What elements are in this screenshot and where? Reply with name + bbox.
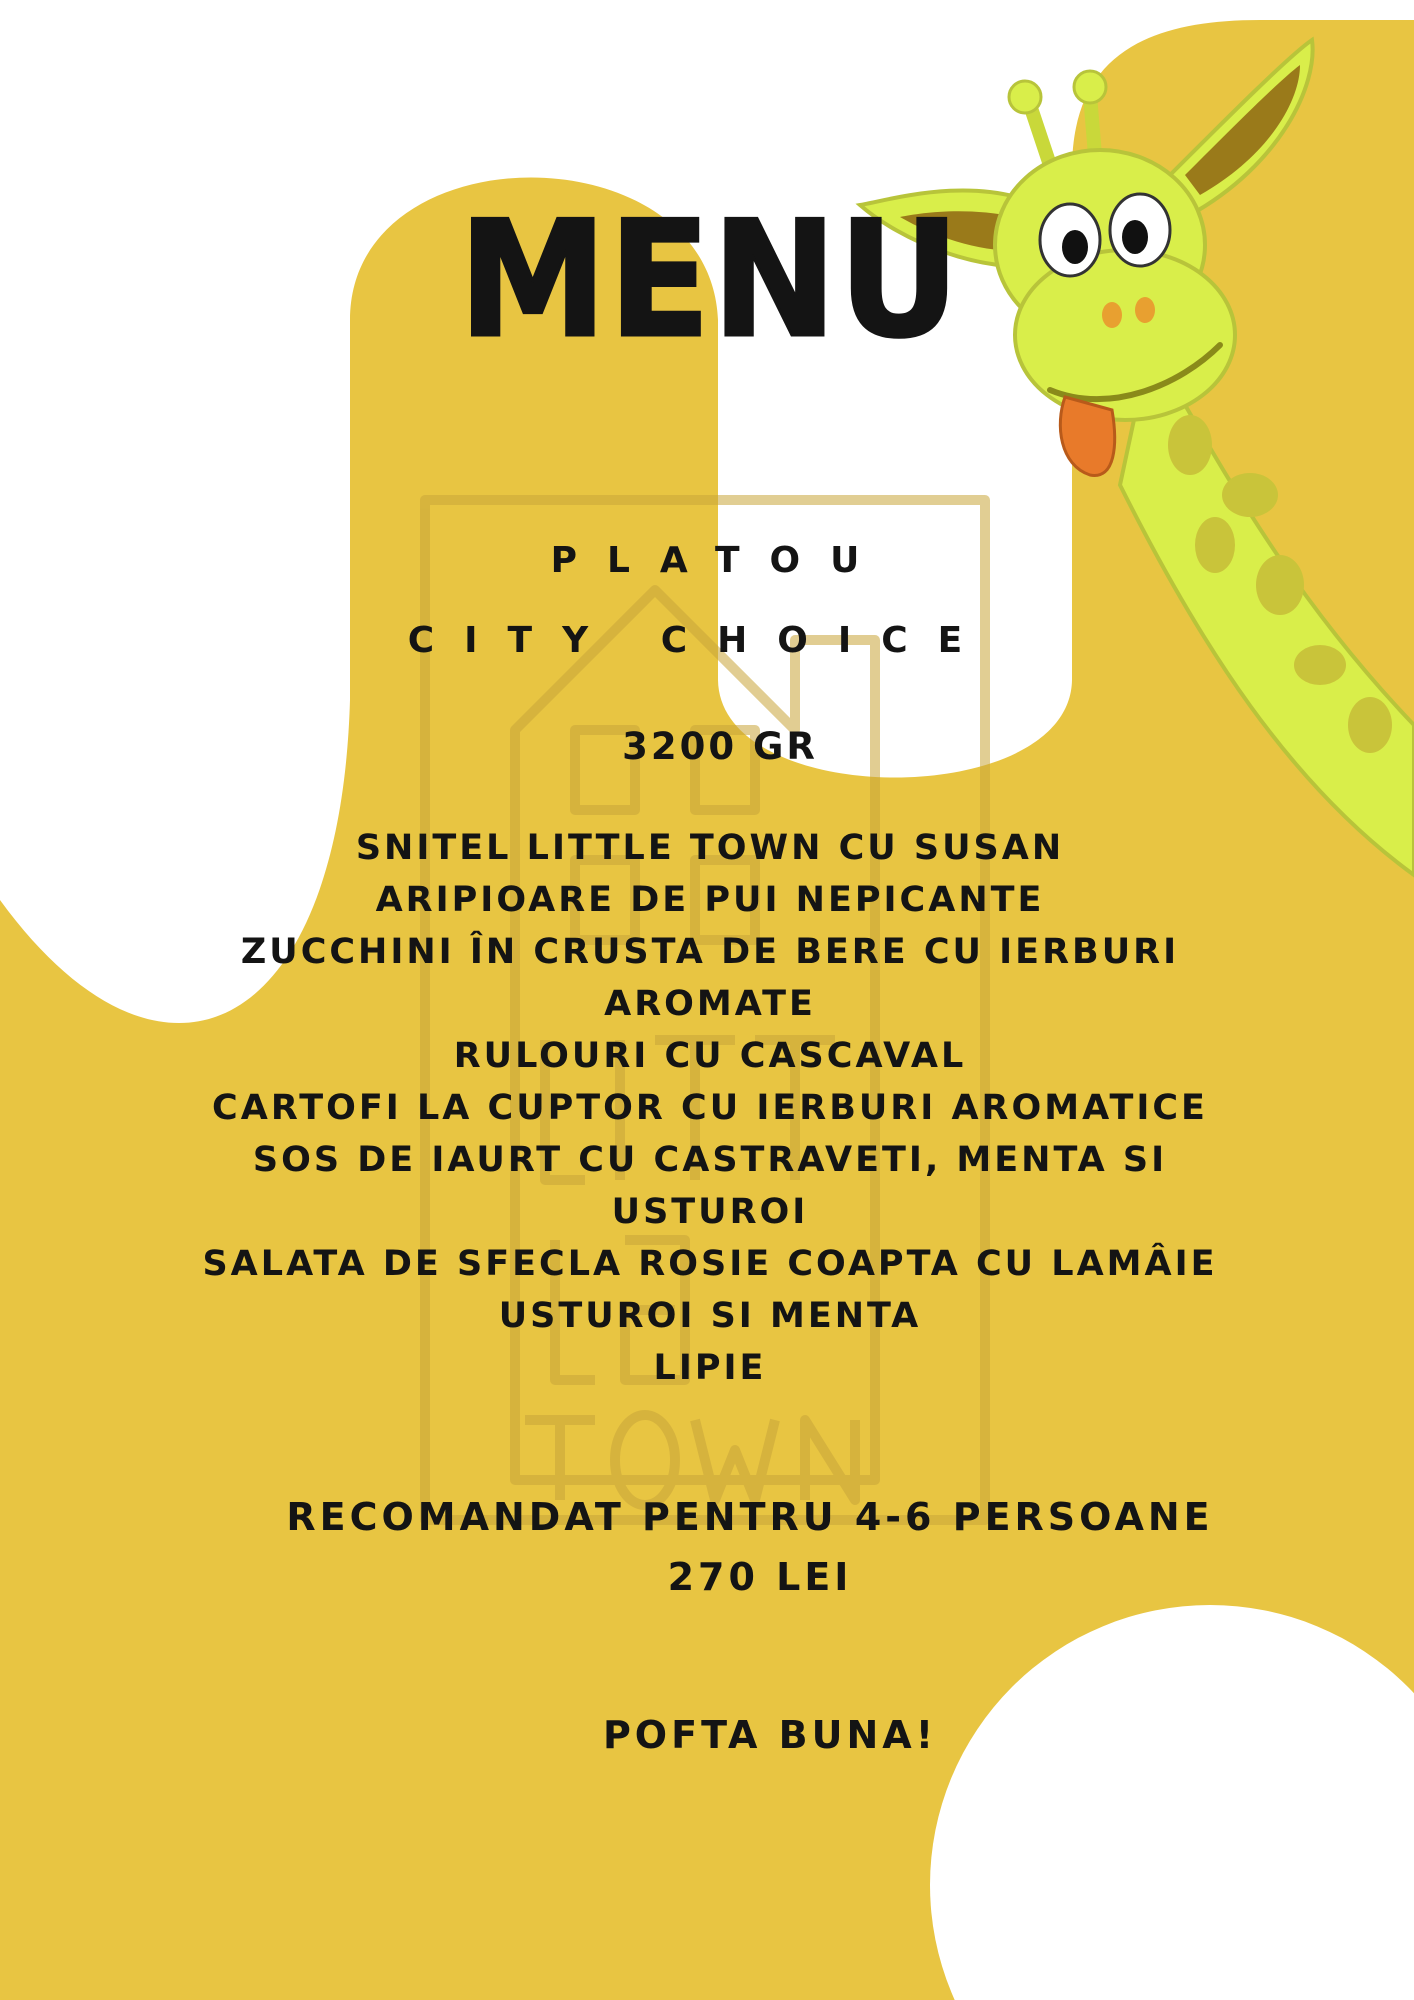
platou-name: CITY CHOICE (407, 620, 993, 661)
menu-item: USTUROI SI MENTA (498, 1296, 922, 1336)
recommendation-text: RECOMANDAT PENTRU 4-6 PERSOANE (286, 1495, 1214, 1539)
closing-text: POFTA BUNA! (602, 1713, 938, 1757)
menu-item: AROMATE (604, 984, 816, 1024)
menu-item: RULOURI CU CASCAVAL (453, 1036, 967, 1076)
menu-item: SOS DE IAURT CU CASTRAVETI, MENTA SI (252, 1140, 1168, 1180)
menu-items-list (160, 822, 1260, 1394)
menu-item: ARIPIOARE DE PUI NEPICANTE (375, 880, 1045, 920)
menu-item: CARTOFI LA CUPTOR CU IERBURI AROMATICE (212, 1088, 1208, 1128)
menu-item: SNITEL LITTLE TOWN CU SUSAN (355, 828, 1065, 868)
menu-item: LIPIE (653, 1348, 767, 1388)
platou-label: PLATOU (550, 540, 890, 581)
menu-item: SALATA DE SFECLA ROSIE COAPTA CU LAMÂIE (202, 1244, 1218, 1284)
price-text: 270 LEI (667, 1555, 853, 1599)
menu-title: MENU (458, 186, 962, 373)
platou-weight: 3200 GR (622, 725, 818, 768)
menu-item: USTUROI (611, 1192, 809, 1232)
menu-item: ZUCCHINI ÎN CRUSTA DE BERE CU IERBURI (240, 932, 1180, 972)
